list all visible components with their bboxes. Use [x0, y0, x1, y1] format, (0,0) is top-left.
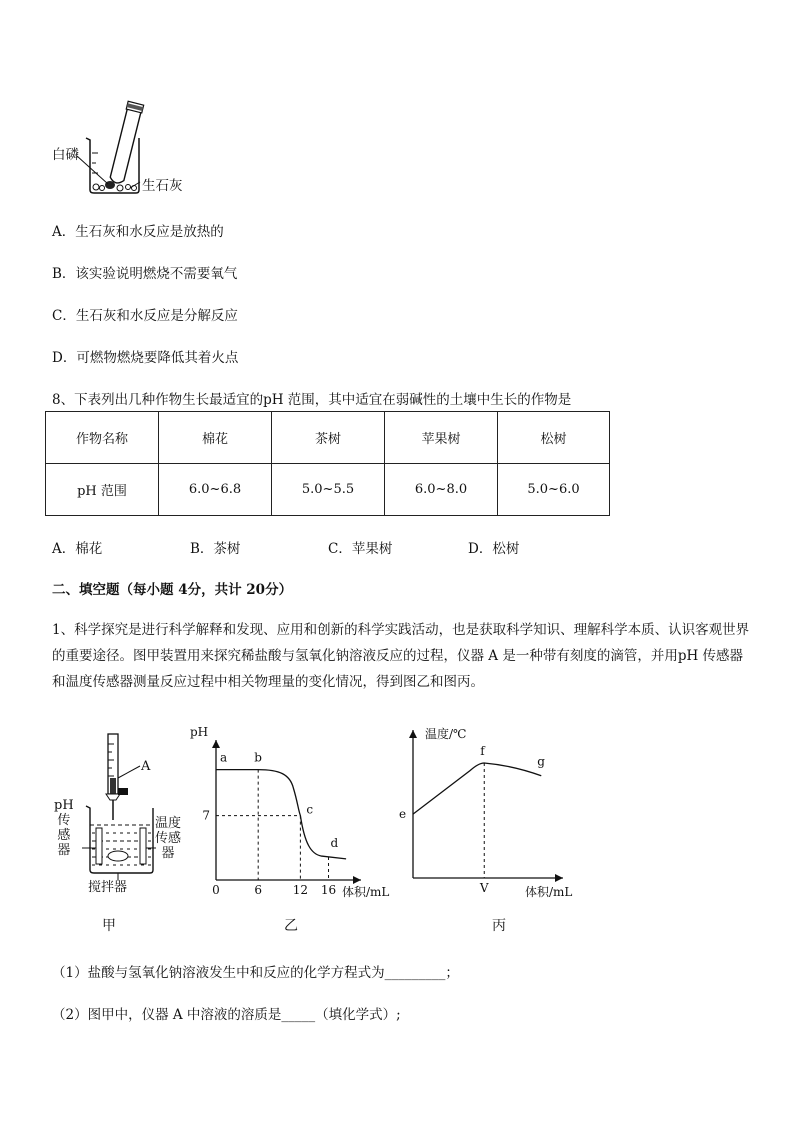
table-cell: 茶树 [272, 412, 385, 464]
q8-option-b: B．茶树 [190, 541, 241, 557]
y-tick-label: 7 [202, 808, 210, 823]
table-header-row [46, 412, 610, 464]
y-axis-arrow [409, 730, 417, 738]
table-cell: 5.0~6.0 [498, 464, 610, 516]
apparatus-jia-figure [52, 728, 192, 898]
series-line-ph [216, 770, 346, 859]
instrument-a-label: A [141, 759, 151, 774]
temperature-curve-chart-bing [395, 722, 585, 902]
table-cell: 松树 [498, 412, 610, 464]
table-cell: 5.0~5.5 [272, 464, 385, 516]
x-axis-arrow [555, 874, 563, 882]
temp-sensor-label [155, 816, 181, 861]
crop-ph-table [45, 411, 610, 516]
q8-option-d: D．松树 [468, 541, 520, 557]
table-cell: pH 范围 [46, 464, 159, 516]
table-cell: 苹果树 [385, 412, 498, 464]
point-label-c: c [306, 802, 314, 817]
y-axis-label: pH [190, 725, 209, 739]
q8-stem: 8、下表列出几种作物生长最适宜的pH 范围，其中适宜在弱碱性的土壤中生长的作物是 [52, 392, 572, 408]
white-phosphorus-label: 白磷 [52, 147, 79, 163]
point-label-a: a [220, 750, 228, 765]
q1-sub2: （2）图甲中，仪器 A 中溶液的溶质是_____（填化学式）; [52, 1007, 401, 1023]
quicklime-label: 生石灰 [142, 178, 183, 194]
x-tick-label: 16 [320, 883, 337, 897]
table-row [46, 464, 610, 516]
series-line-temperature [413, 763, 541, 814]
q8-option-c: C．苹果树 [328, 541, 393, 557]
x-tick-label: 0 [212, 883, 220, 897]
x-axis-label: 体积/mL [525, 885, 573, 899]
ph-sensor-label-line: 器 [57, 843, 71, 858]
temp-sensor-label-line: 温度 [155, 816, 182, 831]
ph-curve-chart-yi [190, 722, 390, 902]
temp-sensor-label-line: 器 [161, 846, 175, 861]
q7-option-d: D．可燃物燃烧要降低其着火点 [52, 350, 239, 366]
y-axis-arrow [212, 740, 220, 748]
point-label-g: g [537, 754, 545, 769]
table-cell: 棉花 [159, 412, 272, 464]
point-label-d: d [330, 836, 339, 850]
q7-option-c: C．生石灰和水反应是分解反应 [52, 308, 238, 324]
q7-option-b: B．该实验说明燃烧不需要氧气 [52, 266, 238, 282]
x-tick-label: 12 [292, 883, 309, 897]
point-label-f: f [480, 743, 485, 758]
point-label-b: b [254, 750, 262, 765]
q1-sub1: （1）盐酸与氢氧化钠溶液发生中和反应的化学方程式为_________； [52, 965, 459, 981]
y-axis-label: 温度/℃ [425, 727, 467, 741]
section-title: 二、填空题（每小题 4分，共计 20分） [52, 582, 293, 598]
temp-sensor-label-line: 传感 [155, 831, 182, 846]
point-label-e: e [399, 807, 407, 822]
ph-sensor-label [54, 798, 74, 858]
x-tick-label: 6 [254, 883, 263, 897]
ph-sensor-label-line: 感 [57, 828, 71, 843]
table-cell: 6.0~6.8 [159, 464, 272, 516]
chart-bing-caption: 丙 [492, 918, 506, 934]
x-axis-label: 体积/mL [342, 885, 390, 899]
quicklime-experiment-figure [50, 98, 200, 198]
q8-option-a: A．棉花 [52, 541, 103, 557]
stirrer-label: 搅拌器 [88, 880, 128, 895]
x-axis-arrow [353, 876, 361, 884]
ph-sensor-label-line: pH [54, 798, 74, 813]
q1-stem: 1、科学探究是进行科学解释和发现、应用和创新的科学实践活动，也是获取科学知识、理解科学本质、认识客观世界的重要途径。图甲装置用来探究稀盐酸与氢氧化钠溶液反应的过程，仪器 A 是一种带有刻度的滴管，并用pH 传感器和温度传感器测量反应过程中相关物理量的变化情况，得到图乙和图丙。 [52, 622, 750, 690]
q7-option-a: A．生石灰和水反应是放热的 [52, 224, 224, 240]
table-cell: 6.0~8.0 [385, 464, 498, 516]
ph-sensor-label-line: 传 [57, 813, 71, 828]
chart-yi-caption: 乙 [284, 918, 298, 934]
table-cell: 作物名称 [46, 412, 159, 464]
x-tick-label: V [479, 881, 489, 895]
figure-jia-caption: 甲 [102, 918, 116, 934]
